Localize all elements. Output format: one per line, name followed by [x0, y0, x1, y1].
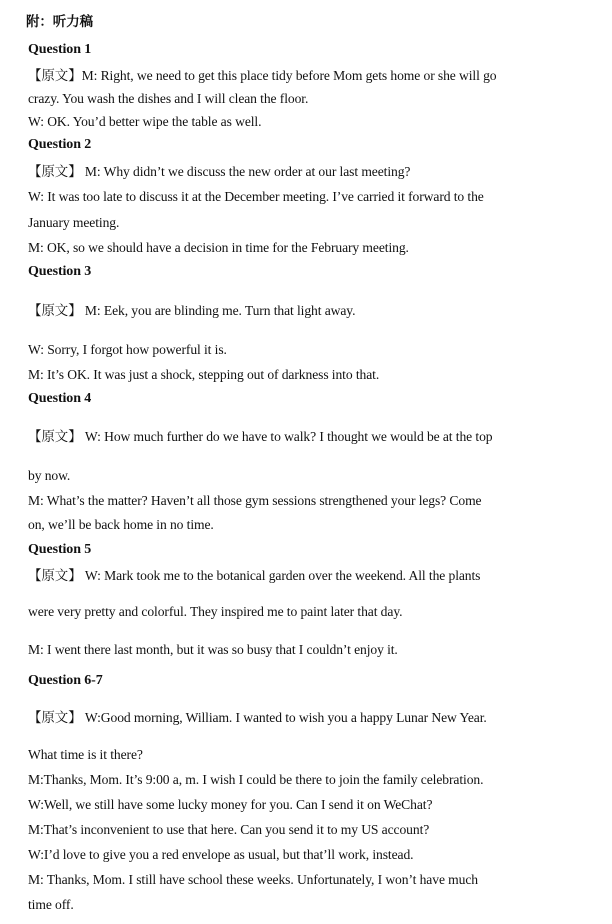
- question-6-7-line-5: M:That’s inconvenient to use that here. Can you send it to my US account?: [28, 822, 430, 837]
- question-1-heading: Question 1: [28, 42, 92, 57]
- question-4-heading: Question 4: [28, 391, 92, 406]
- question-3-heading: Question 3: [28, 264, 92, 279]
- question-2-line-3: January meeting.: [28, 215, 120, 230]
- line-text: W: Mark took me to the botanical garden over the weekend. All the plants: [81, 568, 481, 583]
- question-2-line-2: W: It was too late to discuss it at the December meeting. I’ve carried it forward to the: [28, 189, 484, 204]
- question-1-line-2: crazy. You wash the dishes and I will clean the floor.: [28, 91, 309, 106]
- appendix-title: 附：听力稿: [26, 14, 93, 30]
- question-1-line-1: [28, 67, 496, 85]
- source-tag: 【原文】: [28, 568, 82, 584]
- question-5-line-1: [28, 567, 480, 585]
- question-6-7-line-8: time off.: [28, 897, 74, 912]
- source-tag: 【原文】: [28, 164, 82, 180]
- source-tag: 【原文】: [28, 429, 82, 445]
- question-6-7-line-2: What time is it there?: [28, 747, 143, 762]
- question-4-line-1: [28, 428, 492, 446]
- question-4-line-3: M: What’s the matter? Haven’t all those gym sessions strengthened your legs? Come: [28, 493, 482, 508]
- question-6-7-line-4: W:Well, we still have some lucky money for you. Can I send it on WeChat?: [28, 797, 433, 812]
- line-text: M: Eek, you are blinding me. Turn that light away.: [81, 303, 356, 318]
- question-2-line-4: M: OK, so we should have a decision in time for the February meeting.: [28, 240, 409, 255]
- source-tag: 【原文】: [28, 710, 82, 726]
- question-6-7-line-1: [28, 709, 487, 727]
- question-2-heading: Question 2: [28, 137, 92, 152]
- question-6-7-line-3: M:Thanks, Mom. It’s 9:00 a, m. I wish I could be there to join the family celebration.: [28, 772, 484, 787]
- question-1-line-3: W: OK. You’d better wipe the table as well.: [28, 114, 262, 129]
- question-6-7-heading: Question 6-7: [28, 673, 103, 688]
- line-text: W:Good morning, William. I wanted to wish you a happy Lunar New Year.: [81, 710, 487, 725]
- source-tag: 【原文】: [28, 303, 82, 319]
- question-3-line-1: [28, 302, 355, 320]
- question-2-line-1: [28, 163, 410, 181]
- line-text: M: Right, we need to get this place tidy before Mom gets home or she will go: [81, 68, 497, 83]
- question-3-line-2: W: Sorry, I forgot how powerful it is.: [28, 342, 227, 357]
- line-text: M: Why didn’t we discuss the new order at our last meeting?: [81, 164, 411, 179]
- question-5-line-2: were very pretty and colorful. They inspired me to paint later that day.: [28, 604, 403, 619]
- question-6-7-line-6: W:I’d love to give you a red envelope as usual, but that’ll work, instead.: [28, 847, 414, 862]
- question-5-heading: Question 5: [28, 542, 92, 557]
- question-4-line-4: on, we’ll be back home in no time.: [28, 517, 214, 532]
- source-tag: 【原文】: [28, 68, 82, 84]
- question-3-line-3: M: It’s OK. It was just a shock, stepping out of darkness into that.: [28, 367, 380, 382]
- line-text: W: How much further do we have to walk? I thought we would be at the top: [81, 429, 493, 444]
- question-6-7-line-7: M: Thanks, Mom. I still have school these weeks. Unfortunately, I won’t have much: [28, 872, 478, 887]
- question-5-line-3: M: I went there last month, but it was so busy that I couldn’t enjoy it.: [28, 642, 398, 657]
- question-4-line-2: by now.: [28, 468, 71, 483]
